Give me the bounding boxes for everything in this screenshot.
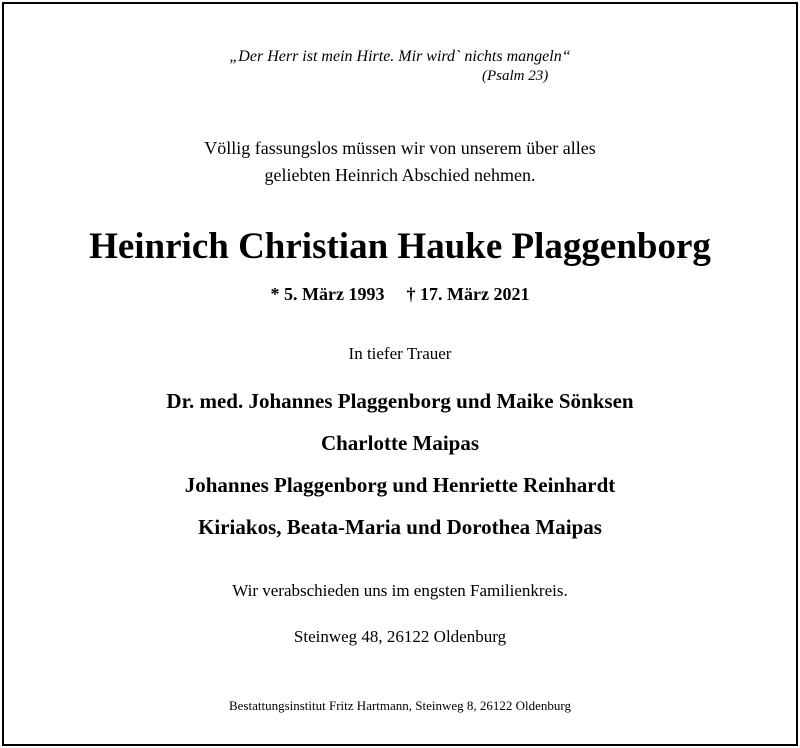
deceased-name: Heinrich Christian Hauke Plaggenborg [89,226,711,267]
undertaker-info: Bestattungsinstitut Fritz Hartmann, Steinweg 8, 26122 Oldenburg [228,698,572,713]
intro-line-1: Völlig fassungslos müssen wir von unserem über alles [204,138,596,158]
family-address: Steinweg 48, 26122 Oldenburg [293,627,507,646]
mourning-phrase: In tiefer Trauer [348,344,452,363]
birth-date: * 5. März 1993 [270,284,385,304]
mourner-line: Charlotte Maipas [320,431,480,455]
epigraph-source: (Psalm 23) [482,68,549,84]
mourner-line: Dr. med. Johannes Plaggenborg und Maike Sönksen [166,389,634,413]
intro-line-2: geliebten Heinrich Abschied nehmen. [264,165,536,185]
epigraph-quote: „Der Herr ist mein Hirte. Mir wird` nichts mangeln“ [229,48,571,65]
life-dates [4,285,796,303]
funeral-note: Wir verabschieden uns im engsten Familienkreis. [232,581,568,600]
mourner-line: Johannes Plaggenborg und Henriette Reinhardt [184,473,616,497]
death-date: † 17. März 2021 [406,284,530,304]
mourner-line: Kiriakos, Beata-Maria und Dorothea Maipas [198,515,602,539]
obituary-notice [2,2,798,746]
